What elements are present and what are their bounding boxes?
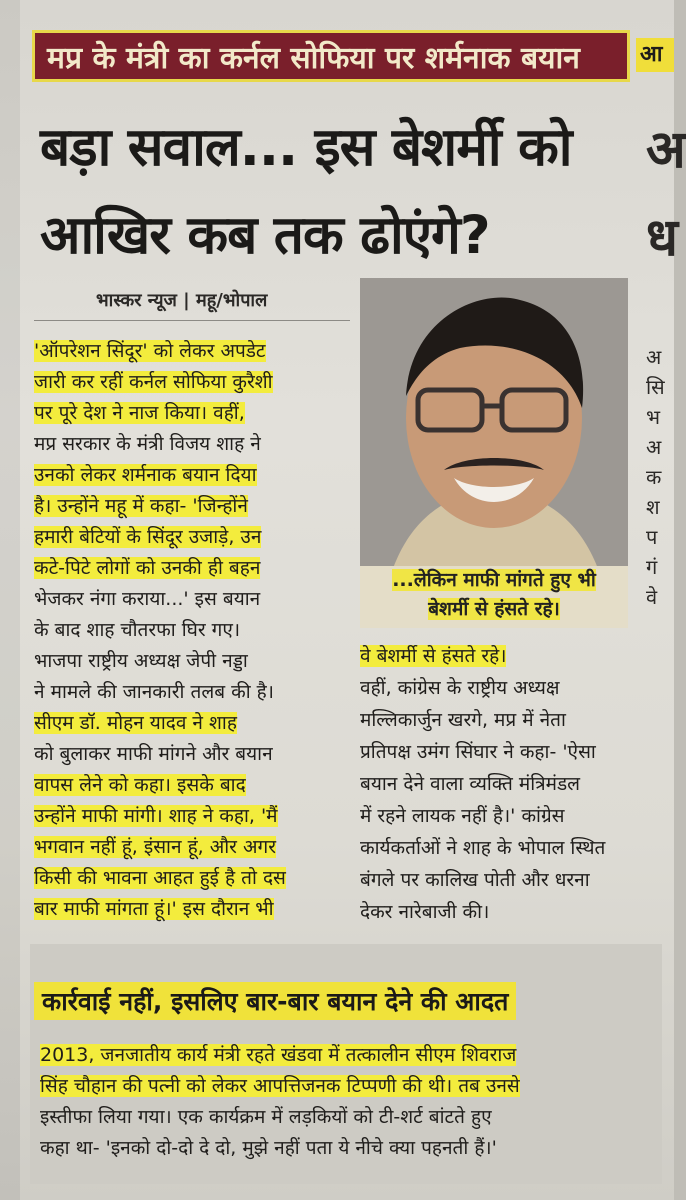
body-line-text: कटे-पिटे लोगों को उनकी ही बहन	[34, 557, 261, 579]
body-line	[34, 522, 350, 553]
box-line	[40, 1071, 652, 1102]
adjacent-column-glyph: श	[646, 495, 660, 519]
right-line-text: बयान देने वाला व्यक्ति मंत्रिमंडल	[360, 773, 581, 795]
adjacent-column-glyph: गं	[646, 555, 658, 579]
right-line	[360, 768, 652, 800]
right-line	[360, 672, 652, 704]
body-line-text: उनको लेकर शर्मनाक बयान दिया	[34, 464, 257, 486]
article-body-left	[34, 336, 350, 925]
headline-line-2: आखिर कब तक ढोएंगे?	[40, 205, 490, 266]
right-line-text: वहीं, कांग्रेस के राष्ट्रीय अध्यक्ष	[360, 677, 560, 699]
body-line-text: 'ऑपरेशन सिंदूर' को लेकर अपडेट	[34, 340, 266, 362]
body-line	[34, 708, 350, 739]
body-line-text: ने मामले की जानकारी तलब की है।	[34, 681, 274, 703]
body-line	[34, 615, 350, 646]
right-line	[360, 800, 652, 832]
right-line-text: प्रतिपक्ष उमंग सिंघार ने कहा- 'ऐसा	[360, 741, 596, 763]
right-line	[360, 736, 652, 768]
body-line	[34, 336, 350, 367]
body-line	[34, 460, 350, 491]
box-line-text: 2013, जनजातीय कार्य मंत्री रहते खंडवा में तत्कालीन सीएम शिवराज	[40, 1044, 517, 1066]
right-line-text: देकर नारेबाजी की।	[360, 901, 490, 923]
body-line-text: भाजपा राष्ट्रीय अध्यक्ष जेपी नड्डा	[34, 650, 248, 672]
box-line	[40, 1102, 652, 1133]
box-line-text: कहा था- 'इनको दो-दो दे दो, मुझे नहीं पता ये नीचे क्या पहनती हैं।'	[40, 1137, 497, 1159]
body-line	[34, 894, 350, 925]
adjacent-column-glyph: अ	[646, 345, 662, 369]
adjacent-column-glyph: भ	[646, 405, 661, 429]
body-line-text: मप्र सरकार के मंत्री विजय शाह ने	[34, 433, 261, 455]
adjacent-column-glyph: सि	[646, 375, 665, 399]
sidebar-box-body	[40, 1040, 652, 1164]
byline: भास्कर न्यूज | महू/भोपाल	[96, 290, 268, 311]
right-line	[360, 704, 652, 736]
box-line	[40, 1040, 652, 1071]
right-line-text: में रहने लायक नहीं है।' कांग्रेस	[360, 805, 565, 827]
headline	[40, 104, 650, 280]
body-line	[34, 677, 350, 708]
adjacent-headline-glyph-top: अ	[646, 120, 686, 180]
right-line-text: मल्लिकार्जुन खरगे, मप्र में नेता	[360, 709, 566, 731]
box-line-text: सिंह चौहान की पत्नी को लेकर आपत्तिजनक टिप्पणी की थी। तब उनसे	[40, 1075, 520, 1097]
body-line	[34, 553, 350, 584]
byline-rule	[34, 320, 350, 321]
right-line	[360, 832, 652, 864]
right-line	[360, 864, 652, 896]
body-line-text: पर पूरे देश ने नाज किया। वहीं,	[34, 402, 245, 424]
body-line-text: के बाद शाह चौतरफा घिर गए।	[34, 619, 241, 641]
caption-line-2: बेशर्मी से हंसते रहे।	[428, 598, 560, 620]
body-line	[34, 398, 350, 429]
body-line-text: वापस लेने को कहा। इसके बाद	[34, 774, 246, 796]
paper-fold-shadow	[0, 0, 20, 1200]
body-line	[34, 491, 350, 522]
body-line-text: सीएम डॉ. मोहन यादव ने शाह	[34, 712, 237, 734]
adjacent-column-glyph: क	[646, 465, 662, 489]
kicker-banner: मप्र के मंत्री का कर्नल सोफिया पर शर्मनाक बयान	[32, 30, 630, 82]
adjacent-column-glyph: वे	[646, 585, 658, 609]
headline-line-1: बड़ा सवाल... इस बेशर्मी को	[40, 117, 572, 178]
right-line	[360, 640, 652, 672]
article-body-right	[360, 640, 652, 928]
body-line	[34, 801, 350, 832]
right-line-text: बंगले पर कालिख पोती और धरना	[360, 869, 590, 891]
caption-line-1: ...लेकिन माफी मांगते हुए भी	[392, 569, 596, 591]
adjacent-column-fragment	[646, 342, 674, 612]
body-line-text: उन्होंने माफी मांगी। शाह ने कहा, 'मैं	[34, 805, 278, 827]
body-line-text: भगवान नहीं हूं, इंसान हूं, और अगर	[34, 836, 276, 858]
body-line-text: बार माफी मांगता हूं।' इस दौरान भी	[34, 898, 274, 920]
body-line	[34, 646, 350, 677]
body-line	[34, 739, 350, 770]
body-line	[34, 770, 350, 801]
body-line-text: किसी की भावना आहत हुई है तो दस	[34, 867, 286, 889]
right-line-text: वे बेशर्मी से हंसते रहे।	[360, 645, 507, 667]
body-line	[34, 367, 350, 398]
box-line-text: इस्तीफा लिया गया। एक कार्यक्रम में लड़कियों को टी-शर्ट बांटते हुए	[40, 1106, 492, 1128]
right-line-text: कार्यकर्ताओं ने शाह के भोपाल स्थित	[360, 837, 606, 859]
box-line	[40, 1133, 652, 1164]
adjacent-headline-glyph-mid: ध	[646, 208, 678, 268]
sidebar-box-title: कार्रवाई नहीं, इसलिए बार-बार बयान देने की आदत	[34, 982, 516, 1020]
body-line-text: भेजकर नंगा कराया...' इस बयान	[34, 588, 261, 610]
body-line	[34, 863, 350, 894]
adjacent-column-glyph: प	[646, 525, 658, 549]
body-line	[34, 429, 350, 460]
body-line-text: है। उन्होंने महू में कहा- 'जिन्होंने	[34, 495, 248, 517]
body-line	[34, 584, 350, 615]
kicker-fragment: आ	[636, 38, 674, 72]
body-line	[34, 832, 350, 863]
body-line-text: जारी कर रहीं कर्नल सोफिया कुरैशी	[34, 371, 273, 393]
body-line-text: को बुलाकर माफी मांगने और बयान	[34, 743, 273, 765]
photo-caption	[360, 566, 628, 628]
body-line-text: हमारी बेटियों के सिंदूर उजाड़े, उन	[34, 526, 262, 548]
right-line	[360, 896, 652, 928]
adjacent-column-glyph: अ	[646, 435, 662, 459]
